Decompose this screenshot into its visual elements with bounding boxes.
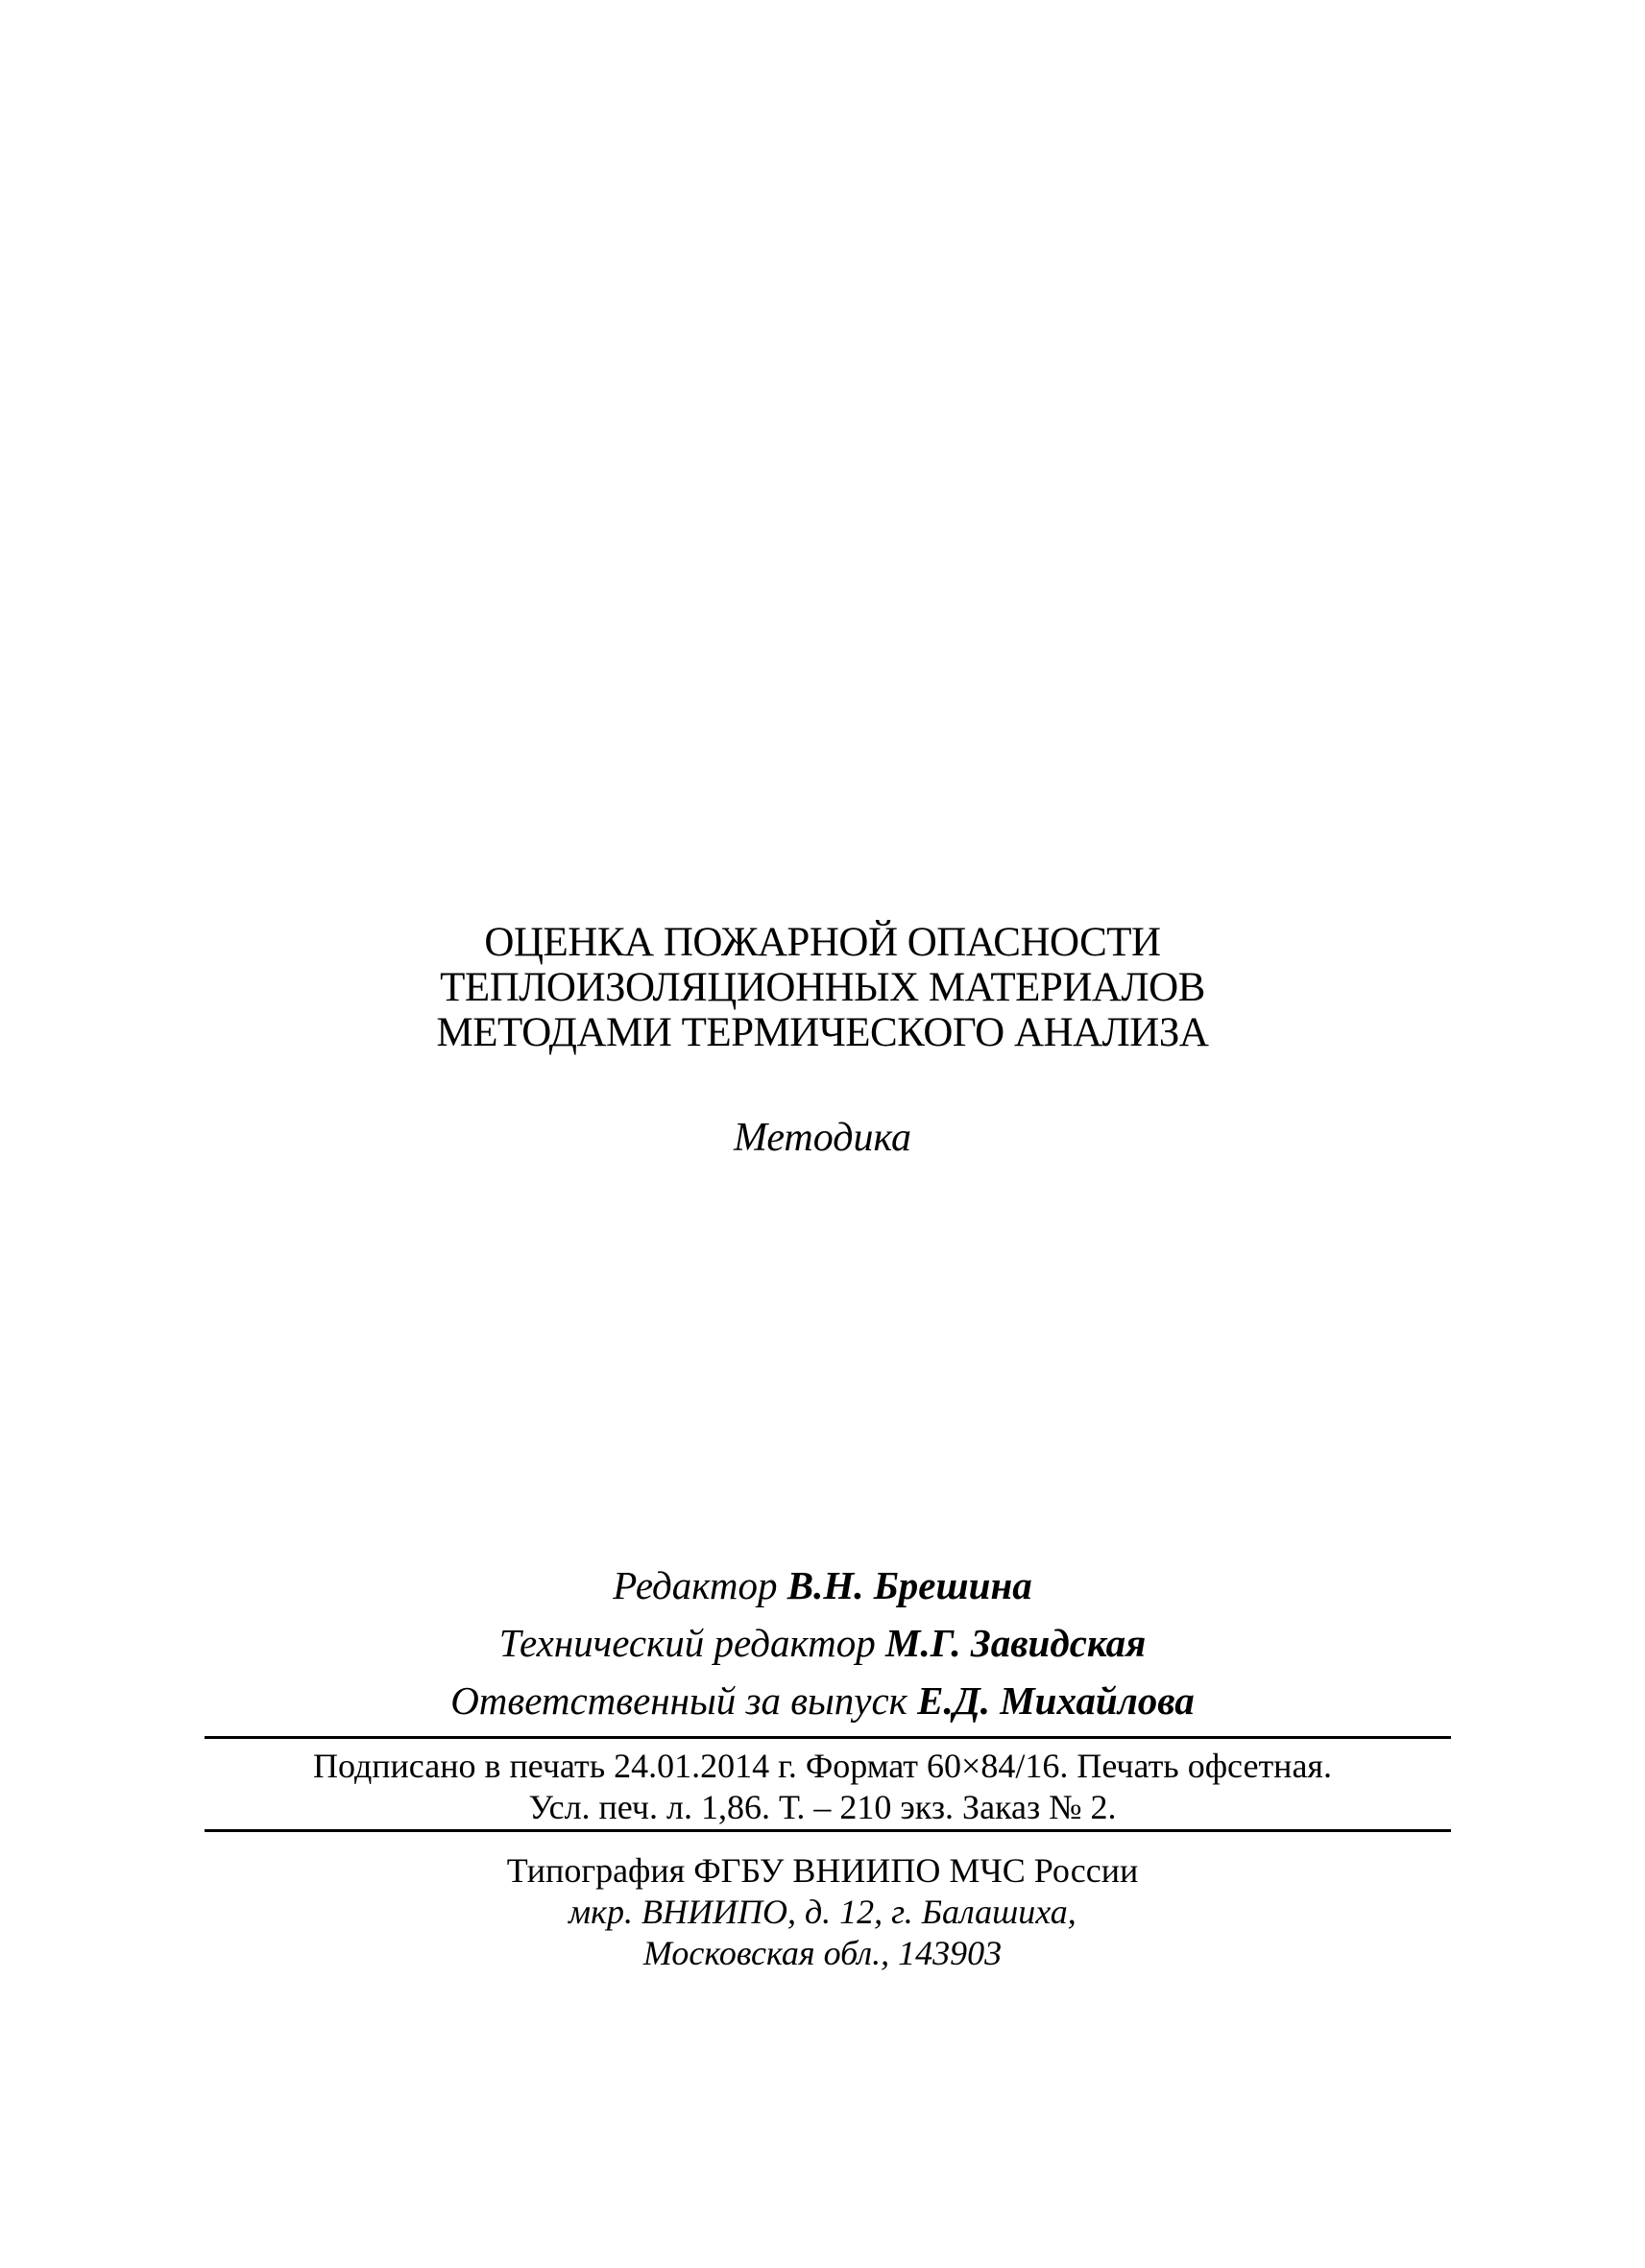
document-subtitle: Методика — [733, 1116, 912, 1160]
credit-editor — [0, 1556, 1645, 1614]
credits-block — [0, 1556, 1645, 1729]
document-title — [0, 920, 1645, 1055]
credit-editor-role: Редактор — [613, 1563, 787, 1607]
title-line-1: ОЦЕНКА ПОЖАРНОЙ ОПАСНОСТИ — [484, 920, 1161, 965]
credit-responsible — [0, 1672, 1645, 1729]
printer-name: Типография ФГБУ ВНИИПО МЧС России — [506, 1851, 1139, 1890]
credit-tech-editor — [0, 1614, 1645, 1672]
credit-tech-editor-role: Технический редактор — [498, 1621, 885, 1665]
title-line-3: МЕТОДАМИ ТЕРМИЧЕСКОГО АНАЛИЗА — [436, 1010, 1209, 1055]
printer-block — [0, 1850, 1645, 1974]
imprint-line-1: Подписано в печать 24.01.2014 г. Формат 60×84/16. Печать офсетная. — [313, 1747, 1332, 1785]
imprint-block — [0, 1746, 1645, 1828]
title-line-2: ТЕПЛОИЗОЛЯЦИОННЫХ МАТЕРИАЛОВ — [440, 965, 1205, 1010]
divider-top — [205, 1736, 1451, 1739]
credit-tech-editor-name: М.Г. Завидская — [884, 1621, 1147, 1665]
printer-address-line-2: Московская обл., 143903 — [642, 1934, 1003, 1972]
credit-responsible-name: Е.Д. Михайлова — [917, 1678, 1195, 1723]
imprint-line-2: Усл. печ. л. 1,86. Т. – 210 экз. Заказ № 2. — [528, 1788, 1117, 1826]
credit-editor-name: В.Н. Брешина — [786, 1563, 1032, 1607]
printer-address-line-1: мкр. ВНИИПО, д. 12, г. Балашиха, — [568, 1893, 1077, 1931]
credit-responsible-role: Ответственный за выпуск — [450, 1678, 918, 1723]
divider-bottom — [205, 1829, 1451, 1832]
